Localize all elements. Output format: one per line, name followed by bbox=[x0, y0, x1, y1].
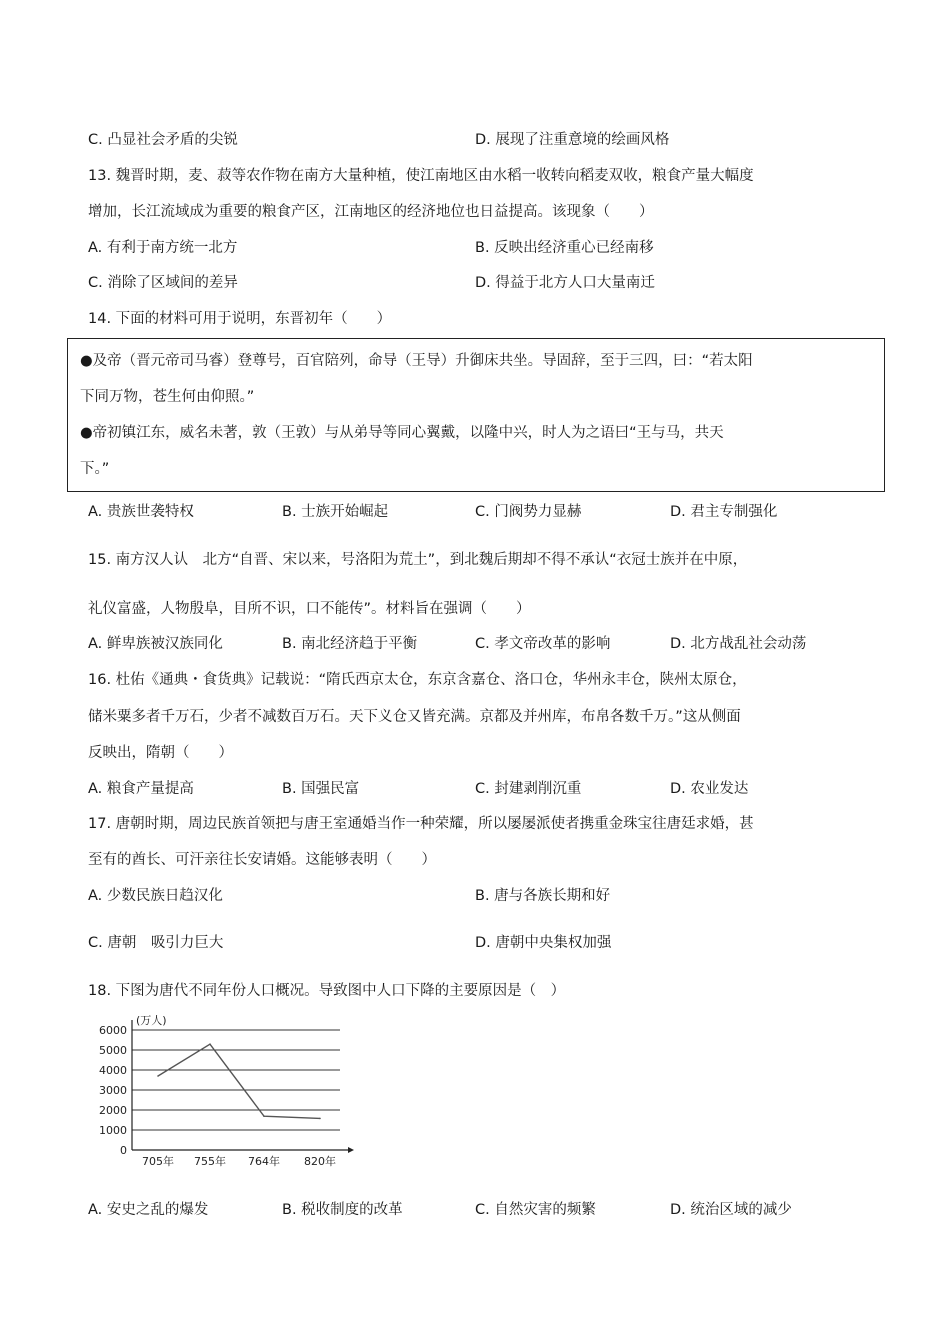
option-a: A. 粮食产量提高 bbox=[88, 781, 194, 797]
option-a: A. 鲜卑族被汉族同化 bbox=[88, 636, 223, 652]
material-quote-2: ●帝初镇江东，威名未著，敦（王敦）与从弟导等同心翼戴，以隆中兴，时人为之语曰“王与马，共天 bbox=[80, 425, 724, 441]
option-d: D. 农业发达 bbox=[670, 781, 749, 797]
option-c: C. 凸显社会矛盾的尖锐 bbox=[88, 132, 238, 148]
population-series-line bbox=[158, 1044, 320, 1118]
question-17-text: 17. 唐朝时期，周边民族首领把与唐王室通婚当作一种荣耀，所以屡屡派使者携重金珠宝往唐廷求婚，甚 bbox=[88, 816, 754, 832]
x-tick-label: 755年 bbox=[194, 1155, 226, 1168]
option-b: B. 国强民富 bbox=[282, 781, 360, 797]
question-13-text: 13. 魏晋时期，麦、菽等农作物在南方大量种植，使江南地区由水稻一收转向稻麦双收，粮食产量大幅度 bbox=[88, 168, 754, 184]
option-d: D. 唐朝中央集权加强 bbox=[475, 935, 612, 951]
y-tick-label: 4000 bbox=[99, 1064, 127, 1077]
option-b: B. 反映出经济重心已经南移 bbox=[475, 240, 654, 256]
option-c: C. 消除了区域间的差异 bbox=[88, 275, 238, 291]
material-quote-1: ●及帝（晋元帝司马睿）登尊号，百官陪列，命导（王导）升御床共坐。导固辞，至于三四，曰：“若太阳 bbox=[80, 353, 753, 369]
material-quote-2-cont: 下。” bbox=[80, 461, 110, 477]
data-point bbox=[209, 1043, 211, 1045]
data-point bbox=[319, 1118, 321, 1120]
x-tick-label: 764年 bbox=[248, 1155, 280, 1168]
option-c: C. 门阀势力显赫 bbox=[475, 504, 582, 520]
option-d: D. 君主专制强化 bbox=[670, 504, 778, 520]
x-tick-label: 705年 bbox=[142, 1155, 174, 1168]
y-axis-label: (万人) bbox=[136, 1014, 167, 1027]
option-d: D. 统治区域的减少 bbox=[670, 1202, 792, 1218]
question-16-text: 16. 杜佑《通典・食货典》记载说：“隋氏西京太仓，东京含嘉仓、洛口仓，华州永丰仓，陕州太原仓， bbox=[88, 672, 747, 688]
option-c: C. 唐朝 吸引力巨大 bbox=[88, 935, 224, 951]
y-tick-label: 2000 bbox=[99, 1104, 127, 1117]
y-tick-label: 6000 bbox=[99, 1024, 127, 1037]
data-point bbox=[263, 1115, 265, 1117]
option-d: D. 展现了注重意境的绘画风格 bbox=[475, 132, 670, 148]
material-box bbox=[67, 338, 885, 492]
x-axis-arrow bbox=[348, 1147, 354, 1153]
question-15-text-cont: 礼仪富盛，人物殷阜，目所不识，口不能传”。材料旨在强调（ ） bbox=[88, 601, 531, 617]
question-17-text-cont: 至有的酋长、可汗亲往长安请婚。这能够表明（ ） bbox=[88, 852, 436, 868]
question-16-text-cont: 储米粟多者千万石，少者不减数百万石。天下义仓又皆充满。京都及并州库，布帛各数千万。”这从侧面 bbox=[88, 709, 741, 725]
option-d: D. 北方战乱社会动荡 bbox=[670, 636, 807, 652]
question-18-text: 18. 下图为唐代不同年份人口概况。导致图中人口下降的主要原因是（ ） bbox=[88, 983, 566, 999]
question-13-text-cont: 增加，长江流域成为重要的粮食产区，江南地区的经济地位也日益提高。该现象（ ） bbox=[88, 204, 654, 220]
option-a: A. 贵族世袭特权 bbox=[88, 504, 194, 520]
question-15-text: 15. 南方汉人认 北方“自晋、宋以来，号洛阳为荒土”，到北魏后期却不得不承认“衣冠士族并在中原， bbox=[88, 552, 748, 568]
option-c: C. 孝文帝改革的影响 bbox=[475, 636, 611, 652]
y-tick-label: 0 bbox=[120, 1144, 127, 1157]
option-a: A. 有利于南方统一北方 bbox=[88, 240, 238, 256]
material-quote-1-cont: 下同万物，苍生何由仰照。” bbox=[80, 389, 255, 405]
question-16-text-cont2: 反映出，隋朝（ ） bbox=[88, 745, 233, 761]
option-c: C. 自然灾害的频繁 bbox=[475, 1202, 596, 1218]
option-b: B. 南北经济趋于平衡 bbox=[282, 636, 418, 652]
x-tick-label: 820年 bbox=[304, 1155, 336, 1168]
option-c: C. 封建剥削沉重 bbox=[475, 781, 582, 797]
option-d: D. 得益于北方人口大量南迁 bbox=[475, 275, 655, 291]
data-point bbox=[157, 1075, 159, 1077]
y-tick-label: 1000 bbox=[99, 1124, 127, 1137]
question-14-text: 14. 下面的材料可用于说明，东晋初年（ ） bbox=[88, 311, 392, 327]
option-b: B. 士族开始崛起 bbox=[282, 504, 389, 520]
option-a: A. 安史之乱的爆发 bbox=[88, 1202, 209, 1218]
option-a: A. 少数民族日趋汉化 bbox=[88, 888, 223, 904]
y-tick-label: 3000 bbox=[99, 1084, 127, 1097]
population-line-chart bbox=[88, 1010, 358, 1178]
y-tick-label: 5000 bbox=[99, 1044, 127, 1057]
option-b: B. 唐与各族长期和好 bbox=[475, 888, 611, 904]
option-b: B. 税收制度的改革 bbox=[282, 1202, 403, 1218]
